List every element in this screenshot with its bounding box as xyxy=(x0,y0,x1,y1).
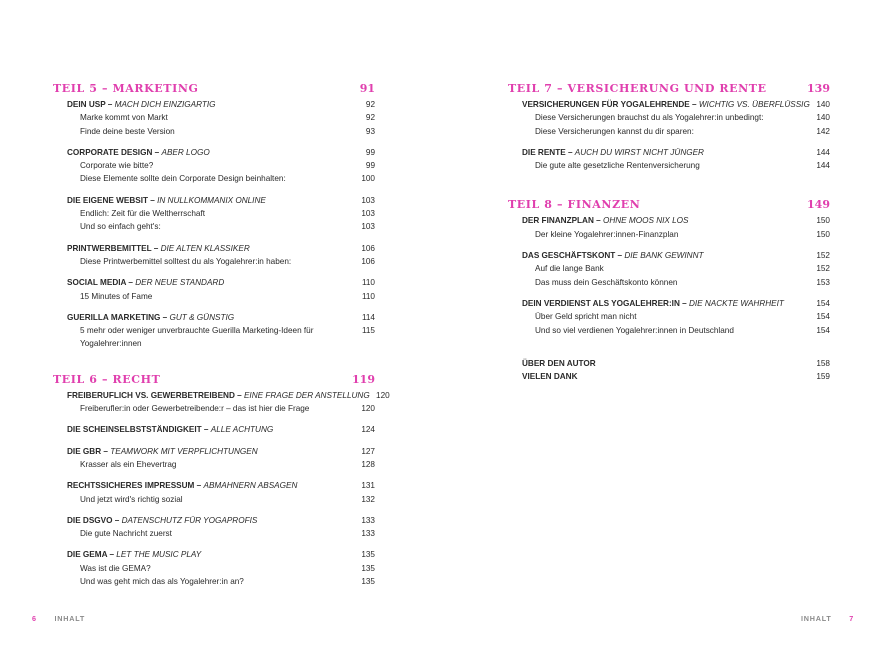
toc-right-column xyxy=(508,82,830,391)
section-title: Und was geht mich das als Yogalehrer:in an? xyxy=(80,577,244,587)
chapter-row xyxy=(522,146,830,159)
chapter-page-number: 114 xyxy=(361,312,375,322)
chapter-subtitle: DIE NACKTE WAHRHEIT xyxy=(688,298,784,308)
chapter-row xyxy=(67,514,375,527)
chapter-block xyxy=(67,276,375,303)
footer-label-left: INHALT xyxy=(54,614,86,623)
section-page-number: 106 xyxy=(361,256,375,266)
section-page-number: 152 xyxy=(816,264,830,274)
section-title: Auf die lange Bank xyxy=(535,264,604,274)
chapter-subtitle: ABER LOGO xyxy=(161,147,210,157)
chapter-title: DIE GEMA xyxy=(67,550,108,560)
section-page-number: 154 xyxy=(816,312,830,322)
chapter-row xyxy=(67,194,375,207)
chapter-title: PRINTWERBEMITTEL xyxy=(67,243,152,253)
chapter-subtitle: EINE FRAGE DER ANSTELLUNG xyxy=(243,390,370,400)
chapter-block xyxy=(67,423,375,436)
chapter-title: CORPORATE DESIGN xyxy=(67,147,153,157)
toc-left-column xyxy=(53,82,390,596)
section-row xyxy=(522,262,830,275)
part-page-number: 139 xyxy=(807,82,830,95)
chapter-page-number: 92 xyxy=(365,100,375,109)
part-heading xyxy=(53,82,375,96)
chapter-subtitle: DATENSCHUTZ FÜR YOGAPROFIS xyxy=(121,515,258,525)
chapter-title: DIE EIGENE WEBSIT xyxy=(67,195,148,205)
chapter-subtitle: WICHTIG VS. ÜBERFLÜSSIG xyxy=(698,100,810,109)
section-row xyxy=(522,310,830,323)
chapter-title-line: DIE SCHEINSELBSTSTÄNDIGKEIT – ALLE ACHTUNG xyxy=(67,425,274,435)
chapter-title-line: DEIN VERDIENST ALS YOGALEHRER:IN – DIE NACKTE WAHRHEIT xyxy=(522,298,784,308)
chapter-block xyxy=(67,242,375,269)
section-title: Diese Versicherungen kannst du dir sparen: xyxy=(535,126,694,136)
section-row xyxy=(67,324,375,351)
chapter-title-line: RECHTSSICHERES IMPRESSUM – ABMAHNERN ABSAGEN xyxy=(67,481,298,491)
section-row xyxy=(67,172,375,185)
chapter-block xyxy=(67,389,390,416)
section-row xyxy=(522,276,830,289)
chapter-block xyxy=(67,514,375,541)
chapter-subtitle: AUCH DU WIRST NICHT JÜNGER xyxy=(574,147,704,157)
chapter-title-line: DAS GESCHÄFTSKONT – DIE BANK GEWINNT xyxy=(522,251,704,261)
section-row xyxy=(522,111,830,124)
chapter-subtitle: IN NULLKOMMANIX ONLINE xyxy=(157,195,266,205)
page-number-right: 7 xyxy=(849,614,855,623)
section-page-number: 153 xyxy=(816,277,830,287)
chapter-row xyxy=(522,249,830,262)
chapter-title: DER FINANZPLAN xyxy=(522,216,594,226)
part-title: TEIL 8 – FINANZEN xyxy=(508,198,641,212)
extra-title: VIELEN DANK xyxy=(522,372,578,382)
part-heading xyxy=(508,82,830,96)
chapter-row xyxy=(67,479,375,492)
chapter-block xyxy=(67,98,375,138)
section-page-number: 103 xyxy=(361,209,375,219)
chapter-title-line: DER FINANZPLAN – OHNE MOOS NIX LOS xyxy=(522,216,689,226)
section-row xyxy=(67,255,375,268)
part-page-number: 149 xyxy=(807,198,830,212)
chapter-title-line: DIE EIGENE WEBSIT – IN NULLKOMMANIX ONLINE xyxy=(67,195,266,205)
chapter-page-number: 152 xyxy=(816,251,830,261)
chapter-row xyxy=(67,242,375,255)
chapter-title-line: DIE RENTE – AUCH DU WIRST NICHT JÜNGER xyxy=(522,147,704,157)
chapter-page-number: 110 xyxy=(361,278,375,288)
chapter-block xyxy=(522,98,830,138)
section-page-number: 135 xyxy=(361,563,375,573)
section-row xyxy=(67,159,375,172)
chapter-subtitle: OHNE MOOS NIX LOS xyxy=(602,216,689,226)
chapter-title: DIE GBR xyxy=(67,446,102,456)
chapter-page-number: 135 xyxy=(361,550,375,560)
extra-page-number: 158 xyxy=(816,358,830,368)
chapter-subtitle: DER NEUE STANDARD xyxy=(135,278,225,288)
chapter-row xyxy=(522,297,830,310)
chapter-title: VERSICHERUNGEN FÜR YOGALEHRENDE xyxy=(522,100,690,109)
chapter-page-number: 103 xyxy=(361,195,375,205)
chapter-subtitle: DIE ALTEN KLASSIKER xyxy=(160,243,250,253)
section-page-number: 132 xyxy=(361,494,375,504)
section-page-number: 135 xyxy=(361,577,375,587)
section-page-number: 103 xyxy=(361,222,375,232)
chapter-page-number: 99 xyxy=(365,147,375,157)
part-heading xyxy=(53,373,375,387)
section-page-number: 140 xyxy=(816,113,830,123)
chapter-subtitle: LET THE MUSIC PLAY xyxy=(116,550,202,560)
section-title: Über Geld spricht man nicht xyxy=(535,312,637,322)
section-page-number: 110 xyxy=(361,291,375,301)
chapter-title: GUERILLA MARKETING xyxy=(67,312,161,322)
chapter-row xyxy=(67,98,375,111)
chapter-title-line: DIE GBR – TEAMWORK MIT VERPFLICHTUNGEN xyxy=(67,446,258,456)
chapter-row xyxy=(67,445,375,458)
section-page-number: 120 xyxy=(361,404,375,414)
extra-row xyxy=(522,370,830,383)
section-row xyxy=(67,575,375,588)
chapter-title-line: CORPORATE DESIGN – ABER LOGO xyxy=(67,147,210,157)
section-page-number: 115 xyxy=(361,326,375,336)
section-title: Finde deine beste Version xyxy=(80,126,175,136)
section-page-number: 100 xyxy=(361,174,375,184)
chapter-row xyxy=(522,98,830,111)
part-page-number: 91 xyxy=(359,82,375,95)
section-row xyxy=(522,125,830,138)
chapter-block xyxy=(67,146,375,186)
section-title: 5 mehr oder weniger unverbrauchte Guerilla Marketing-Ideen für Yogalehrer:innen xyxy=(80,326,314,349)
section-page-number: 128 xyxy=(361,459,375,469)
section-row xyxy=(522,159,830,172)
chapter-subtitle: DIE BANK GEWINNT xyxy=(624,251,704,261)
chapter-block xyxy=(522,249,830,289)
chapter-subtitle: MACH DICH EINZIGARTIG xyxy=(114,100,216,109)
chapter-title: RECHTSSICHERES IMPRESSUM xyxy=(67,481,195,491)
section-row xyxy=(67,111,375,124)
section-row xyxy=(67,562,375,575)
section-page-number: 93 xyxy=(365,126,375,136)
extras-block xyxy=(522,357,830,384)
section-title: Diese Versicherungen brauchst du als Yogalehrer:in unbedingt: xyxy=(535,113,764,123)
section-row xyxy=(522,228,830,241)
chapter-page-number: 133 xyxy=(361,515,375,525)
chapter-page-number: 131 xyxy=(361,481,375,491)
chapter-subtitle: TEAMWORK MIT VERPFLICHTUNGEN xyxy=(110,446,258,456)
part-title: TEIL 7 – VERSICHERUNG UND RENTE xyxy=(508,82,767,95)
section-row xyxy=(67,493,375,506)
footer-label-right: INHALT xyxy=(801,614,832,623)
section-title: Das muss dein Geschäftskonto können xyxy=(535,277,678,287)
chapter-title-line: PRINTWERBEMITTEL – DIE ALTEN KLASSIKER xyxy=(67,243,250,253)
chapter-row xyxy=(67,548,375,561)
chapter-row xyxy=(67,276,375,289)
chapter-page-number: 144 xyxy=(816,147,830,157)
part-title: TEIL 5 – MARKETING xyxy=(53,82,199,95)
chapter-title: SOCIAL MEDIA xyxy=(67,278,127,288)
chapter-title: FREIBERUFLICH VS. GEWERBETREIBEND xyxy=(67,390,235,400)
chapter-block xyxy=(67,479,375,506)
section-title: Die gute alte gesetzliche Rentenversicherung xyxy=(535,161,700,171)
chapter-title-line: DEIN USP – MACH DICH EINZIGARTIG xyxy=(67,100,216,109)
part-heading xyxy=(508,198,830,212)
chapter-title-line: DIE DSGVO – DATENSCHUTZ FÜR YOGAPROFIS xyxy=(67,515,258,525)
section-title: Endlich: Zeit für die Weltherrschaft xyxy=(80,209,205,219)
chapter-block xyxy=(522,214,830,241)
chapter-title: DIE RENTE xyxy=(522,147,566,157)
section-row xyxy=(67,207,375,220)
section-page-number: 92 xyxy=(365,113,375,123)
footer-left xyxy=(32,614,85,623)
section-title: Und so viel verdienen Yogalehrer:innen in Deutschland xyxy=(535,325,734,335)
chapter-page-number: 124 xyxy=(361,425,375,435)
chapter-page-number: 127 xyxy=(361,446,375,456)
chapter-row xyxy=(67,146,375,159)
chapter-row xyxy=(67,311,375,324)
chapter-page-number: 106 xyxy=(361,243,375,253)
extra-page-number: 159 xyxy=(816,372,830,382)
section-page-number: 133 xyxy=(361,529,375,539)
chapter-title-line: SOCIAL MEDIA – DER NEUE STANDARD xyxy=(67,278,225,288)
section-page-number: 142 xyxy=(816,126,830,136)
section-row xyxy=(67,220,375,233)
section-title: Und so einfach geht's: xyxy=(80,222,161,232)
chapter-page-number: 140 xyxy=(816,100,830,109)
chapter-title-line: FREIBERUFLICH VS. GEWERBETREIBEND – EINE FRAGE DER ANSTELLUNG xyxy=(67,390,370,400)
chapter-block xyxy=(67,548,375,588)
section-title: Die gute Nachricht zuerst xyxy=(80,529,172,539)
section-row xyxy=(67,402,375,415)
chapter-row xyxy=(67,423,375,436)
extra-row xyxy=(522,357,830,370)
footer-right xyxy=(801,614,854,623)
section-title: Marke kommt von Markt xyxy=(80,113,168,123)
chapter-row xyxy=(67,389,390,402)
chapter-block xyxy=(67,445,375,472)
part-page-number: 119 xyxy=(352,372,375,386)
chapter-title: DEIN USP xyxy=(67,100,106,109)
chapter-subtitle: ABMAHNERN ABSAGEN xyxy=(203,481,298,491)
section-page-number: 154 xyxy=(816,325,830,335)
extra-title: ÜBER DEN AUTOR xyxy=(522,358,596,368)
chapter-block xyxy=(67,311,375,351)
chapter-title: DIE DSGVO xyxy=(67,515,113,525)
section-row xyxy=(67,125,375,138)
section-row xyxy=(67,458,375,471)
chapter-block xyxy=(67,194,375,234)
chapter-block xyxy=(522,297,830,337)
section-title: Krasser als ein Ehevertrag xyxy=(80,459,177,469)
chapter-row xyxy=(522,214,830,227)
section-page-number: 144 xyxy=(816,161,830,171)
chapter-subtitle: ALLE ACHTUNG xyxy=(210,425,274,435)
chapter-page-number: 154 xyxy=(816,298,830,308)
section-title: Was ist die GEMA? xyxy=(80,563,151,573)
chapter-block xyxy=(522,146,830,173)
section-page-number: 99 xyxy=(365,161,375,171)
chapter-title-line: DIE GEMA – LET THE MUSIC PLAY xyxy=(67,550,202,560)
chapter-page-number: 150 xyxy=(816,216,830,226)
chapter-title-line: GUERILLA MARKETING – GUT & GÜNSTIG xyxy=(67,312,235,322)
section-row xyxy=(67,290,375,303)
chapter-title: DAS GESCHÄFTSKONT xyxy=(522,251,616,261)
section-title: Der kleine Yogalehrer:innen-Finanzplan xyxy=(535,229,679,239)
part-title: TEIL 6 – RECHT xyxy=(53,372,161,386)
section-row xyxy=(67,527,375,540)
section-title: Corporate wie bitte? xyxy=(80,161,154,171)
chapter-subtitle: GUT & GÜNSTIG xyxy=(169,312,235,322)
section-title: Und jetzt wird's richtig sozial xyxy=(80,494,183,504)
chapter-title: DIE SCHEINSELBSTSTÄNDIGKEIT xyxy=(67,425,202,435)
chapter-page-number: 120 xyxy=(376,390,390,400)
section-title: Freiberufler:in oder Gewerbetreibende:r – das ist hier die Frage xyxy=(80,404,310,414)
section-title: Diese Printwerbemittel solltest du als Yogalehrer:in haben: xyxy=(80,256,292,266)
section-title: Diese Elemente sollte dein Corporate Design beinhalten: xyxy=(80,174,286,184)
section-row xyxy=(522,324,830,337)
chapter-title: DEIN VERDIENST ALS YOGALEHRER:IN xyxy=(522,298,680,308)
chapter-title-line: VERSICHERUNGEN FÜR YOGALEHRENDE – WICHTIG VS. ÜBERFLÜSSIG xyxy=(522,100,810,109)
section-page-number: 150 xyxy=(816,229,830,239)
section-title: 15 Minutes of Fame xyxy=(80,291,153,301)
page-number-left: 6 xyxy=(32,614,37,623)
